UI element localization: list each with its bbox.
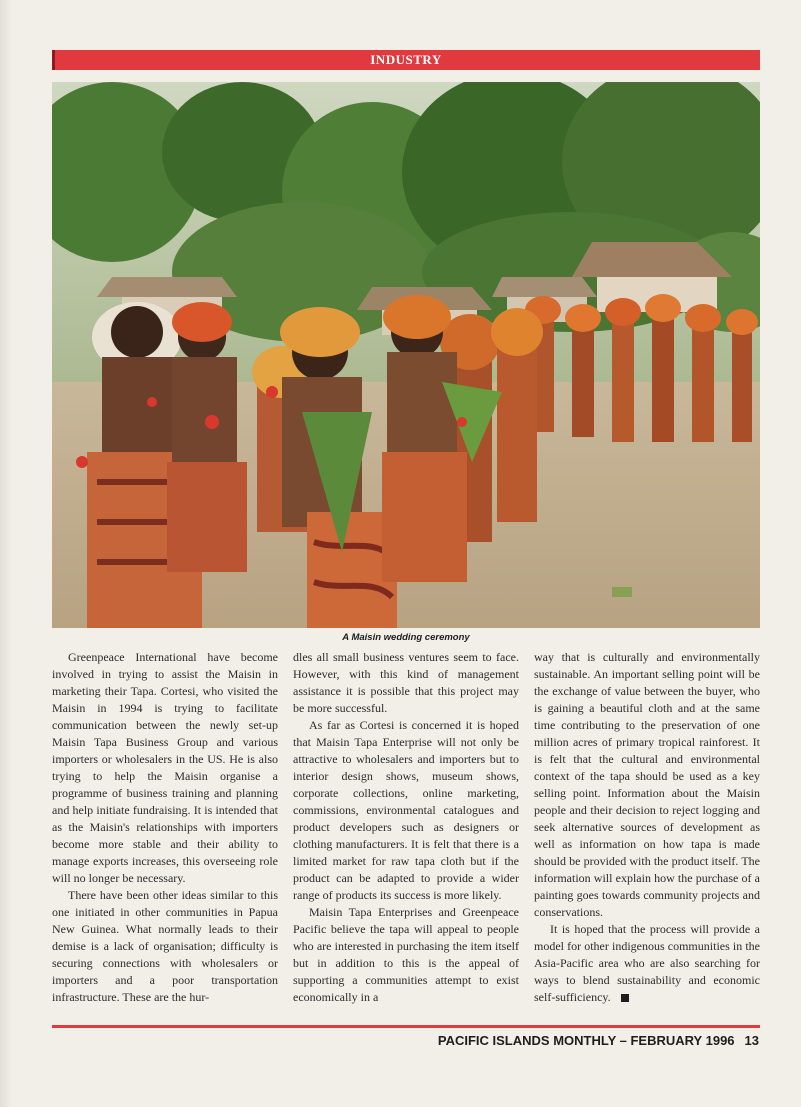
article-body bbox=[52, 649, 760, 1017]
article-column-1 bbox=[52, 649, 278, 1017]
page-footer bbox=[438, 1033, 759, 1048]
paragraph: dles all small business ventures seem to face. However, with this kind of management assistance it is possible that this project may be more successful. bbox=[293, 650, 519, 715]
paragraph bbox=[534, 921, 760, 1006]
paragraph: way that is culturally and environmentally sustainable. An important selling point will be the exchange of value between the buyer, who is gaining a beautiful cloth and at the same time contributing to the preservation of one million acres of primary tropical rainforest. It is felt that the cultural and environmental context of the tapa should be used as a key selling point. Information about the Maisin people and their decision to reject logging and seek alternative sources of development as well as information on how tapa is made should be provided with the product itself. The information will explain how the purchase of a painting goes towards community projects and conservations. bbox=[534, 650, 760, 919]
banner-edge bbox=[52, 50, 55, 70]
footer-rule bbox=[52, 1025, 760, 1028]
publication-line: PACIFIC ISLANDS MONTHLY – FEBRUARY 1996 bbox=[437, 1033, 735, 1048]
paragraph: Greenpeace International have become involved in trying to assist the Maisin in marketing their Tapa. Cortesi, who visited the Maisin in 1994 is trying to facilitate communication between the newly set-up Maisin Tapa Business Group and various importers or wholesalers in the US. He is also trying to help the Maisin organise a programme of business training and planning and help initiate fundraising. It is intended that as the Maisin's relationships with importers become more stable and their ability to manage exports increases, this overseeing role will no longer be necessary. bbox=[52, 650, 278, 885]
paragraph: There have been other ideas similar to this one initiated in other communities in Papua New Guinea. What normally leads to their demise is a lack of organisation; difficulty is securing connections with wholesalers or importers and a poor transportation infrastructure. These are the hur- bbox=[52, 888, 278, 1004]
paragraph: Maisin Tapa Enterprises and Greenpeace Pacific believe the tapa will appeal to people who are interested in purchasing the item itself but in addition to this is the appeal of supporting a communities attempt to exist economically in a bbox=[293, 905, 519, 1004]
page-number: 13 bbox=[744, 1033, 759, 1048]
final-paragraph-text: It is hoped that the process will provide a model for other indigenous communities in the Asia-Pacific area who are also searching for ways to blend sustainability and economic self-sufficiency. bbox=[534, 922, 760, 1004]
section-banner bbox=[52, 50, 760, 70]
photo-illustration bbox=[52, 82, 760, 628]
paragraph: As far as Cortesi is concerned it is hoped that Maisin Tapa Enterprise will not only be attractive to wholesalers and importers but to interior design shows, museum shows, corporate collections, online marketing, commissions, environmental catalogues and product developers such as designers or clothing manufacturers. It is felt that there is a limited market for raw tapa cloth but if the product can be adapted to provide a wider range of products its success is more likely. bbox=[293, 718, 519, 902]
page-edge bbox=[0, 0, 12, 1107]
section-label: INDUSTRY bbox=[370, 52, 442, 67]
article-column-2 bbox=[293, 649, 519, 1017]
photo-caption: A Maisin wedding ceremony bbox=[342, 632, 470, 643]
article-column-3 bbox=[534, 649, 760, 1017]
dancers-photo bbox=[52, 82, 760, 628]
end-of-article-icon bbox=[621, 994, 629, 1002]
